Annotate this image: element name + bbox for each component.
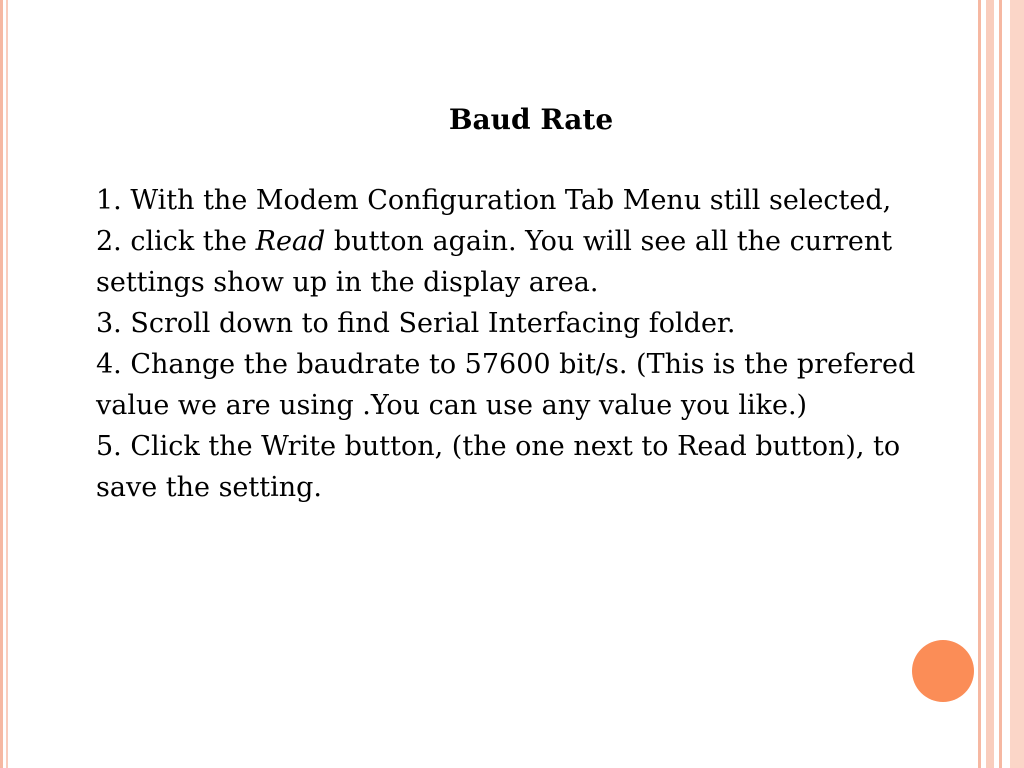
step-2-before: 2. click the <box>96 226 256 257</box>
step-5: 5. Click the Write button, (the one next to Read button), to save the setting. <box>96 431 901 503</box>
accent-circle-icon <box>912 640 974 702</box>
slide-content <box>96 100 926 508</box>
left-border-line <box>0 0 3 768</box>
step-2-read-emphasis: Read <box>255 226 326 257</box>
step-4: 4. Change the baudrate to 57600 bit/s. (This is the prefered value we are using .You can use any value you like.) <box>96 349 916 421</box>
step-3: 3. Scroll down to find Serial Interfacing folder. <box>96 308 736 339</box>
right-border-line-outer <box>999 0 1002 768</box>
right-border-band <box>986 0 994 768</box>
step-1: 1. With the Modem Configuration Tab Menu still selected, <box>96 185 892 216</box>
right-border-line <box>978 0 981 768</box>
step-2-after: button again. You will see all the current settings show up in the display area. <box>96 226 893 298</box>
slide-title: Baud Rate <box>448 103 614 136</box>
left-border-line-inner <box>6 0 8 768</box>
right-border-edge <box>1010 0 1024 768</box>
steps-list <box>96 180 926 508</box>
step-2 <box>96 221 926 303</box>
